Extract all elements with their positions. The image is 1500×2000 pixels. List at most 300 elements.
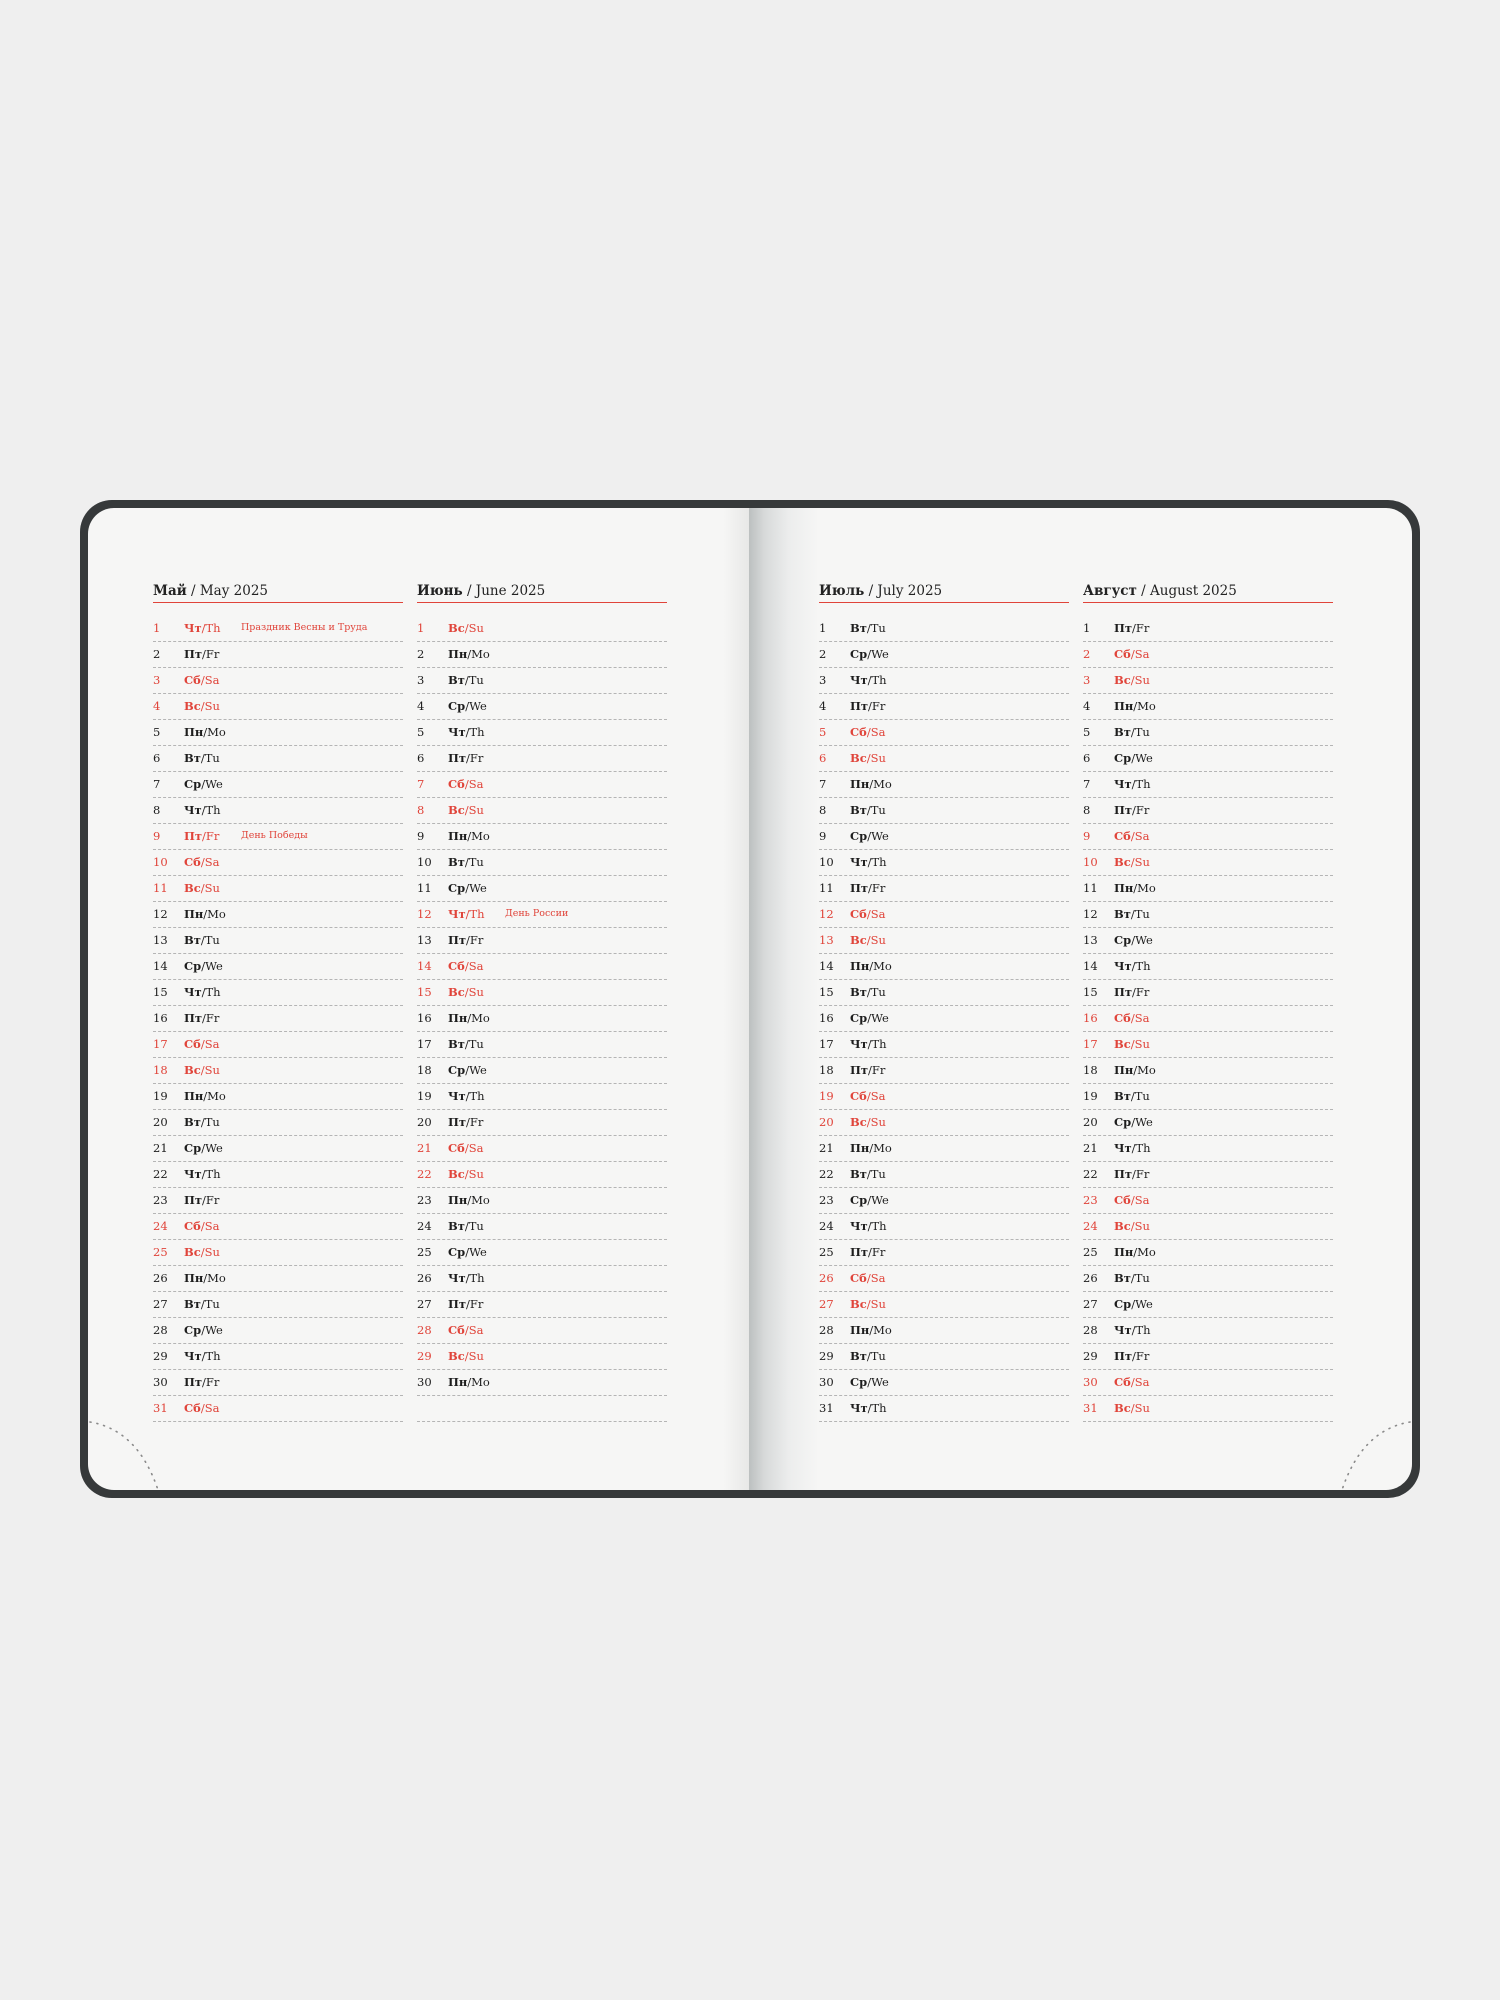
day-number: 2 [819,647,827,661]
day-number: 10 [417,855,432,869]
weekday-en: Th [871,1037,887,1051]
weekday-ru: Пт [850,1245,868,1259]
day-number: 8 [819,803,827,817]
weekday-en: Sa [468,1323,484,1337]
day-row [417,876,667,902]
day-number: 16 [417,1011,432,1025]
weekday-en: Fr [469,933,484,947]
day-number: 12 [819,907,834,921]
weekday-ru: Вс [184,1063,201,1077]
day-row [417,798,667,824]
weekday-ru: Ср [184,1141,202,1155]
weekday [448,1214,484,1238]
day-number: 6 [417,751,425,765]
day-number: 30 [417,1375,432,1389]
month-title-en: June 2025 [475,583,546,599]
day-row [819,1188,1069,1214]
weekday-en: Su [1134,1401,1150,1415]
day-row [819,1058,1069,1084]
weekday-en: Th [871,673,887,687]
weekday-ru: Пн [1114,699,1134,713]
weekday-ru: Пт [850,699,868,713]
weekday-ru: Чт [184,985,202,999]
day-number: 29 [417,1349,432,1363]
weekday-ru: Вт [184,751,201,765]
day-row [819,772,1069,798]
weekday [1114,1240,1156,1264]
weekday-ru: Вт [1114,725,1131,739]
day-row [417,616,667,642]
day-number: 26 [417,1271,432,1285]
weekday-en: We [871,829,889,843]
weekday-en: Sa [468,777,484,791]
weekday [1114,668,1150,692]
weekday [1114,746,1153,770]
weekday-en: Th [871,1401,887,1415]
day-row [1083,668,1333,694]
weekday-separator: / [867,1011,872,1025]
weekday-separator: / [867,1219,872,1233]
day-row [153,1032,403,1058]
weekday-separator: / [200,673,205,687]
weekday-en: Th [205,1349,221,1363]
holiday-label: День России [505,908,569,919]
day-number: 25 [417,1245,432,1259]
month-title-separator: / [864,583,878,599]
weekday [184,954,223,978]
weekday-separator: / [866,985,871,999]
weekday [448,1136,483,1160]
weekday-en: Tu [204,1115,220,1129]
day-number: 4 [1083,699,1091,713]
weekday-en: We [205,1323,223,1337]
weekday [184,1214,219,1238]
day-number: 8 [153,803,161,817]
weekday-ru: Сб [1114,1011,1131,1025]
day-row [417,1136,667,1162]
day-number: 23 [153,1193,168,1207]
weekday-ru: Сб [448,1141,465,1155]
weekday-separator: / [1130,855,1135,869]
weekday [448,928,483,952]
day-number: 7 [153,777,161,791]
day-row [417,720,667,746]
day-row [1083,1162,1333,1188]
weekday-separator: / [866,1115,871,1129]
day-row [819,694,1069,720]
weekday-en: We [205,777,223,791]
weekday-ru: Чт [850,855,868,869]
day-row [1083,720,1333,746]
day-number: 21 [417,1141,432,1155]
day-row [819,1084,1069,1110]
day-number: 11 [819,881,834,895]
weekday-ru: Чт [1114,777,1132,791]
weekday-ru: Чт [448,725,466,739]
weekday-separator: / [464,959,469,973]
weekday-separator: / [1132,1167,1136,1181]
weekday-ru: Вт [850,621,867,635]
weekday-en: Sa [204,855,220,869]
day-row [1083,1136,1333,1162]
weekday-separator: / [465,1245,470,1259]
weekday-ru: Вс [1114,1401,1131,1415]
day-row [417,1292,667,1318]
weekday [1114,850,1150,874]
weekday-ru: Вт [448,855,465,869]
holiday-label: Праздник Весны и Труда [241,622,368,633]
day-number: 22 [1083,1167,1098,1181]
day-number: 18 [1083,1063,1098,1077]
weekday-separator: / [866,621,871,635]
day-number: 7 [417,777,425,791]
day-row [819,824,1069,850]
weekday-ru: Пт [448,751,466,765]
weekday-separator: / [1130,1011,1135,1025]
weekday-separator: / [467,647,472,661]
day-row [153,616,403,642]
weekday [1114,798,1149,822]
day-number: 4 [417,699,425,713]
weekday-ru: Пт [184,647,202,661]
weekday-ru: Сб [850,907,867,921]
day-row [417,772,667,798]
day-number: 2 [417,647,425,661]
day-row [153,1370,403,1396]
day-number: 26 [819,1271,834,1285]
weekday-separator: / [1131,1323,1136,1337]
weekday [184,1006,219,1030]
weekday-separator: / [201,959,206,973]
day-number: 14 [153,959,168,973]
weekday [184,1084,226,1108]
day-row [153,1188,403,1214]
weekday-en: Sa [468,1141,484,1155]
day-number: 4 [819,699,827,713]
weekday-ru: Ср [1114,933,1132,947]
weekday-en: We [871,1375,889,1389]
weekday [448,824,490,848]
day-number: 5 [819,725,827,739]
weekday-en: Fr [871,1245,886,1259]
weekday [1114,876,1156,900]
weekday [448,668,484,692]
weekday-ru: Вт [850,803,867,817]
weekday-en: Sa [1134,647,1150,661]
month-title [417,580,667,603]
weekday-en: We [871,1193,889,1207]
weekday-separator: / [1132,1349,1136,1363]
day-row [417,1318,667,1344]
day-number: 16 [819,1011,834,1025]
day-row [153,798,403,824]
day-number: 7 [819,777,827,791]
weekday [1114,980,1149,1004]
weekday [184,1344,221,1368]
weekday-separator: / [467,829,472,843]
day-list [417,616,667,1422]
weekday [850,876,885,900]
weekday-separator: / [465,907,470,921]
day-row [417,694,667,720]
day-row [1083,772,1333,798]
weekday [448,902,485,926]
day-row [417,746,667,772]
weekday [184,980,221,1004]
weekday [1114,1058,1156,1082]
weekday-separator: / [202,647,206,661]
weekday [184,720,226,744]
weekday [1114,1006,1149,1030]
weekday-ru: Чт [448,1089,466,1103]
weekday-separator: / [464,1323,469,1337]
day-number: 25 [153,1245,168,1259]
weekday-en: We [469,1245,487,1259]
day-row [819,980,1069,1006]
day-row [1083,1214,1333,1240]
day-row [819,1136,1069,1162]
day-row [153,1318,403,1344]
weekday-ru: Пт [850,881,868,895]
month-title-en: August 2025 [1150,583,1237,599]
weekday [448,642,490,666]
weekday [184,1318,223,1342]
weekday-en: We [469,1063,487,1077]
day-row [153,928,403,954]
weekday-en: Tu [204,751,220,765]
weekday-en: Mo [1137,1245,1156,1259]
day-number: 3 [153,673,161,687]
weekday-separator: / [1130,829,1135,843]
day-row [1083,980,1333,1006]
weekday-separator: / [866,1089,871,1103]
weekday-separator: / [201,1167,206,1181]
day-number: 28 [417,1323,432,1337]
day-number: 28 [819,1323,834,1337]
weekday-en: Mo [873,777,892,791]
weekday-en: Mo [471,1375,490,1389]
day-number: 6 [153,751,161,765]
weekday [184,1396,219,1420]
weekday [850,1396,887,1420]
day-number: 24 [1083,1219,1098,1233]
weekday-en: Su [870,751,886,765]
month-title-ru: Июль [819,583,865,599]
weekday-en: Fr [871,881,886,895]
day-row [153,1396,403,1422]
weekday-en: Tu [870,1349,886,1363]
day-row [1083,798,1333,824]
weekday [1114,1032,1150,1056]
day-row [819,954,1069,980]
weekday-ru: Сб [448,959,465,973]
weekday-ru: Пн [184,907,204,921]
weekday-ru: Чт [850,1401,868,1415]
weekday-ru: Вс [1114,673,1131,687]
day-row [153,1266,403,1292]
weekday [184,1370,219,1394]
weekday [850,772,892,796]
day-number: 28 [153,1323,168,1337]
weekday [448,1370,490,1394]
weekday [448,1006,490,1030]
weekday-ru: Пт [448,933,466,947]
weekday-en: Mo [471,829,490,843]
weekday-separator: / [1133,699,1138,713]
weekday-en: Tu [870,803,886,817]
weekday [1114,1292,1153,1316]
weekday [1114,1188,1149,1212]
weekday-en: Tu [1134,1089,1150,1103]
weekday-ru: Вт [850,1349,867,1363]
weekday-separator: / [466,1115,470,1129]
weekday-separator: / [465,725,470,739]
weekday-separator: / [200,1115,205,1129]
weekday-en: Th [469,1271,485,1285]
weekday [184,668,219,692]
weekday-separator: / [201,621,206,635]
weekday [1114,928,1153,952]
weekday [448,1058,487,1082]
day-number: 14 [417,959,432,973]
weekday-ru: Чт [184,803,202,817]
day-number: 16 [1083,1011,1098,1025]
planner-book [80,500,1420,1498]
weekday-ru: Сб [184,673,201,687]
day-number: 4 [153,699,161,713]
day-row [153,1214,403,1240]
weekday-en: Mo [1137,699,1156,713]
day-row [1083,928,1333,954]
day-row [153,720,403,746]
day-number: 16 [153,1011,168,1025]
weekday-en: Th [1135,959,1151,973]
weekday-ru: Вт [184,1297,201,1311]
day-number: 17 [819,1037,834,1051]
day-number: 15 [153,985,168,999]
weekday-en: Tu [870,1167,886,1181]
weekday-ru: Пт [184,1375,202,1389]
weekday-ru: Пн [1114,1063,1134,1077]
day-row [417,1032,667,1058]
left-page [88,508,749,1490]
weekday-ru: Ср [850,1375,868,1389]
weekday-separator: / [464,1349,469,1363]
weekday-en: Fr [871,1063,886,1077]
day-number: 11 [1083,881,1098,895]
weekday-separator: / [467,1193,472,1207]
day-row [417,1162,667,1188]
day-number: 13 [153,933,168,947]
day-row [819,616,1069,642]
weekday-en: Th [205,621,221,635]
weekday-separator: / [869,1323,874,1337]
day-row [1083,1318,1333,1344]
day-row [819,720,1069,746]
weekday-en: We [205,959,223,973]
weekday [448,798,484,822]
day-row [1083,1006,1333,1032]
day-number: 5 [1083,725,1091,739]
weekday-separator: / [203,1271,208,1285]
day-row [417,1084,667,1110]
day-number: 22 [153,1167,168,1181]
day-row [153,954,403,980]
weekday-separator: / [867,647,872,661]
weekday-separator: / [1130,647,1135,661]
right-page [749,508,1412,1490]
weekday-en: Su [468,985,484,999]
weekday-separator: / [201,1323,206,1337]
weekday-en: Mo [471,1193,490,1207]
day-row [417,1344,667,1370]
weekday [448,772,483,796]
day-row [1083,1266,1333,1292]
weekday-ru: Сб [850,1089,867,1103]
day-number: 9 [1083,829,1091,843]
day-row [417,642,667,668]
weekday [448,876,487,900]
weekday-separator: / [867,855,872,869]
weekday [850,1214,887,1238]
day-row [417,1188,667,1214]
weekday-separator: / [1130,1271,1135,1285]
day-number: 17 [417,1037,432,1051]
weekday-en: Fr [1135,1167,1150,1181]
weekday-separator: / [867,1193,872,1207]
weekday-ru: Вт [448,673,465,687]
weekday-separator: / [1133,881,1138,895]
day-number: 23 [1083,1193,1098,1207]
day-row [417,954,667,980]
weekday-en: Th [205,803,221,817]
weekday-en: Fr [205,1011,220,1025]
weekday [850,824,889,848]
weekday-separator: / [203,725,208,739]
weekday-en: Fr [1135,985,1150,999]
weekday-separator: / [1131,1297,1136,1311]
weekday-en: Tu [1134,725,1150,739]
weekday-en: We [1135,1115,1153,1129]
month-title [819,580,1069,603]
day-row [417,1214,667,1240]
day-row [1083,1084,1333,1110]
day-number: 12 [153,907,168,921]
weekday [850,902,885,926]
day-number: 20 [153,1115,168,1129]
weekday-separator: / [200,1219,205,1233]
weekday-en: Su [1134,1037,1150,1051]
day-number: 27 [1083,1297,1098,1311]
weekday [850,1188,889,1212]
weekday [448,1344,484,1368]
weekday-en: Mo [1137,881,1156,895]
weekday-ru: Ср [1114,751,1132,765]
weekday-separator: / [1130,725,1135,739]
day-row [417,850,667,876]
weekday-separator: / [200,1245,205,1259]
weekday-ru: Вт [1114,1089,1131,1103]
empty-row [417,1396,667,1422]
weekday-en: Sa [870,1271,886,1285]
day-list [1083,616,1333,1422]
weekday [850,1084,885,1108]
weekday-separator: / [866,907,871,921]
weekday-separator: / [201,985,206,999]
weekday [184,642,219,666]
day-row [417,902,667,928]
weekday-ru: Чт [184,621,202,635]
